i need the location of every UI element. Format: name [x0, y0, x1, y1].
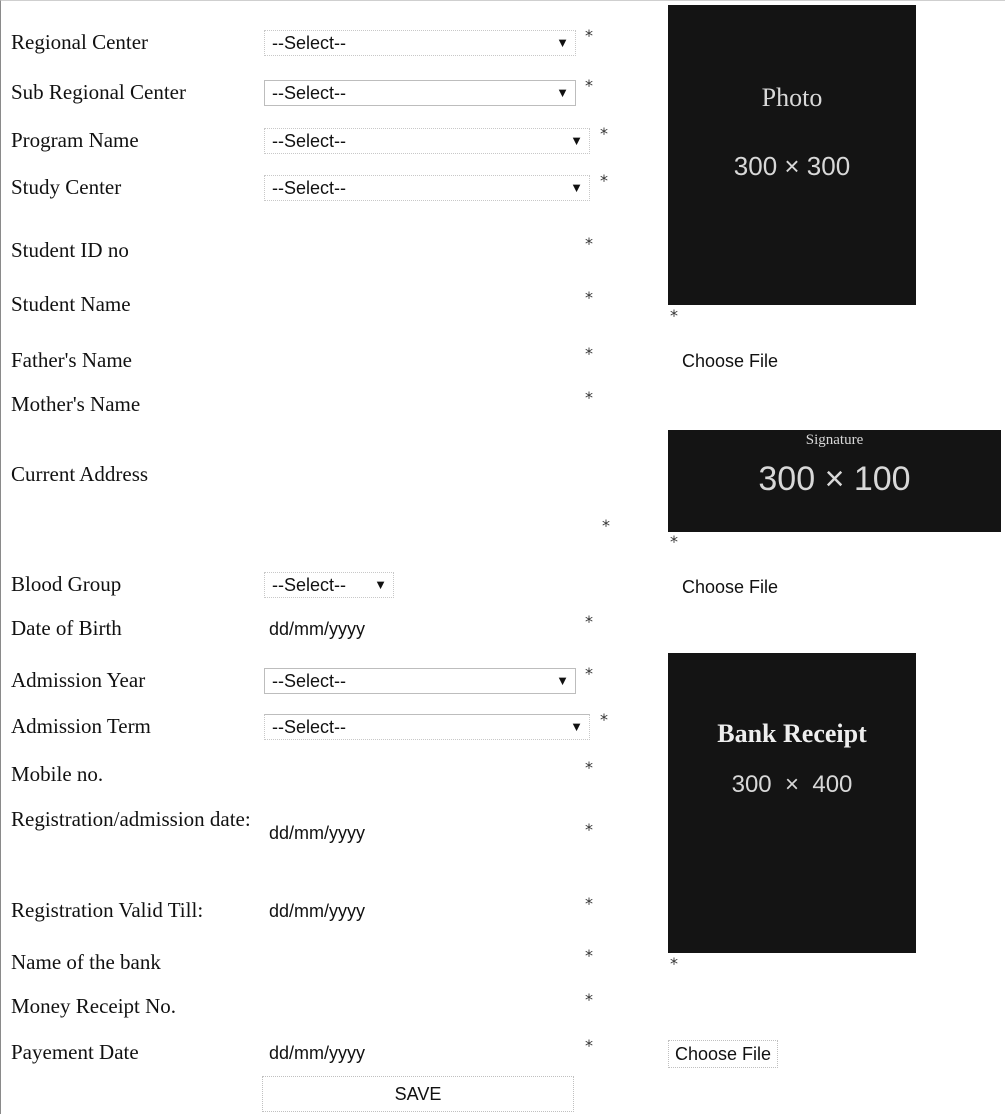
chevron-down-icon: ▼ — [556, 35, 569, 50]
required-marker: * — [585, 758, 593, 777]
required-marker: * — [585, 234, 593, 253]
sub-regional-center-select[interactable] — [264, 80, 576, 106]
row-study-center — [0, 171, 660, 219]
row-blood-group — [0, 572, 660, 616]
required-marker: * — [670, 532, 678, 551]
admission-term-label: Admission Term — [11, 714, 151, 738]
row-student-name — [0, 288, 660, 336]
regional-center-label: Regional Center — [11, 30, 149, 54]
program-name-value: --Select-- — [272, 131, 347, 151]
row-current-address — [0, 462, 660, 542]
chevron-down-icon: ▼ — [374, 577, 387, 592]
mother-name-input[interactable] — [264, 392, 574, 418]
student-name-label: Student Name — [11, 292, 131, 316]
current-address-label: Current Address — [11, 462, 149, 486]
chevron-down-icon: ▼ — [556, 85, 569, 100]
bank-name-label: Name of the bank — [11, 950, 161, 974]
study-center-select[interactable] — [264, 175, 590, 201]
regional-center-select[interactable] — [264, 30, 576, 56]
sub-regional-center-label: Sub Regional Center — [11, 80, 186, 104]
payment-date-input[interactable]: dd/mm/yyyy — [269, 1043, 366, 1063]
required-marker: * — [600, 710, 608, 729]
chevron-down-icon: ▼ — [570, 180, 583, 195]
bank-receipt-size: 300 × 400 — [731, 771, 853, 798]
required-marker: * — [585, 288, 593, 307]
bank-name-input[interactable] — [264, 950, 574, 976]
chevron-down-icon: ▼ — [570, 719, 583, 734]
current-address-textarea[interactable] — [264, 422, 574, 532]
row-admission-term — [0, 710, 660, 758]
photo-title: Photo — [761, 83, 823, 112]
sub-regional-center-value: --Select-- — [272, 83, 347, 103]
blood-group-label: Blood Group — [11, 572, 122, 596]
signature-preview — [668, 430, 1001, 532]
money-receipt-no-input[interactable] — [264, 994, 574, 1020]
admission-year-label: Admission Year — [11, 668, 146, 692]
row-student-id — [0, 234, 660, 282]
row-father-name — [0, 344, 660, 392]
chevron-down-icon: ▼ — [570, 133, 583, 148]
bank-receipt-choose-file-button[interactable]: Choose File — [668, 1040, 778, 1068]
study-center-value: --Select-- — [272, 178, 347, 198]
registration-date-label: Registration/admission date: — [11, 807, 251, 831]
required-marker: * — [670, 306, 678, 325]
admission-year-select[interactable] — [264, 668, 576, 694]
required-marker: * — [585, 894, 593, 913]
row-mobile-no — [0, 758, 660, 806]
row-money-receipt-no — [0, 990, 660, 1038]
row-bank-name — [0, 946, 660, 994]
program-name-label: Program Name — [11, 128, 139, 152]
mobile-no-label: Mobile no. — [11, 762, 104, 786]
date-of-birth-input[interactable]: dd/mm/yyyy — [269, 619, 366, 639]
row-admission-year — [0, 664, 660, 712]
father-name-input[interactable] — [264, 348, 574, 374]
blood-group-value: --Select-- — [272, 575, 347, 595]
program-name-select[interactable] — [264, 128, 590, 154]
mobile-no-input[interactable] — [264, 762, 574, 788]
required-marker: * — [585, 820, 593, 839]
row-date-of-birth — [0, 612, 660, 660]
admission-year-value: --Select-- — [272, 671, 347, 691]
date-of-birth-label: Date of Birth — [11, 616, 122, 640]
required-marker: * — [585, 1036, 593, 1055]
required-marker: * — [585, 26, 593, 45]
study-center-label: Study Center — [11, 175, 122, 199]
required-marker: * — [585, 990, 593, 1009]
registration-valid-till-label: Registration Valid Till: — [11, 898, 204, 922]
admission-term-value: --Select-- — [272, 717, 347, 737]
row-sub-regional-center — [0, 76, 660, 124]
photo-preview — [668, 5, 916, 305]
student-id-input[interactable] — [264, 238, 574, 264]
required-marker: * — [670, 954, 678, 973]
bank-receipt-preview — [668, 653, 916, 953]
required-marker: * — [600, 171, 608, 190]
student-name-input[interactable] — [264, 292, 574, 318]
required-marker: * — [585, 612, 593, 631]
photo-size: 300 × 300 — [733, 151, 851, 181]
mother-name-label: Mother's Name — [11, 392, 141, 416]
father-name-label: Father's Name — [11, 348, 132, 372]
signature-title: Signature — [805, 432, 864, 448]
signature-size: 300 × 100 — [758, 460, 911, 498]
required-marker: * — [585, 76, 593, 95]
row-program-name — [0, 124, 660, 172]
signature-choose-file-button[interactable]: Choose File — [682, 577, 779, 597]
photo-choose-file-button[interactable]: Choose File — [682, 351, 779, 371]
required-marker: * — [585, 946, 593, 965]
save-button[interactable]: SAVE — [262, 1076, 574, 1112]
money-receipt-no-label: Money Receipt No. — [11, 994, 177, 1018]
admission-term-select[interactable] — [264, 714, 590, 740]
regional-center-value: --Select-- — [272, 33, 347, 53]
required-marker: * — [602, 516, 610, 535]
required-marker: * — [585, 344, 593, 363]
required-marker: * — [585, 388, 593, 407]
payment-date-label: Payement Date — [11, 1040, 139, 1064]
registration-date-input[interactable]: dd/mm/yyyy — [269, 823, 366, 843]
required-marker: * — [585, 664, 593, 683]
row-registration-valid-till — [0, 894, 660, 942]
registration-valid-till-input[interactable]: dd/mm/yyyy — [269, 901, 366, 921]
student-id-label: Student ID no — [11, 238, 129, 262]
bank-receipt-title: Bank Receipt — [717, 719, 867, 748]
row-regional-center — [0, 26, 660, 74]
chevron-down-icon: ▼ — [556, 673, 569, 688]
required-marker: * — [600, 124, 608, 143]
row-registration-date — [0, 808, 660, 864]
blood-group-select[interactable] — [264, 572, 394, 598]
